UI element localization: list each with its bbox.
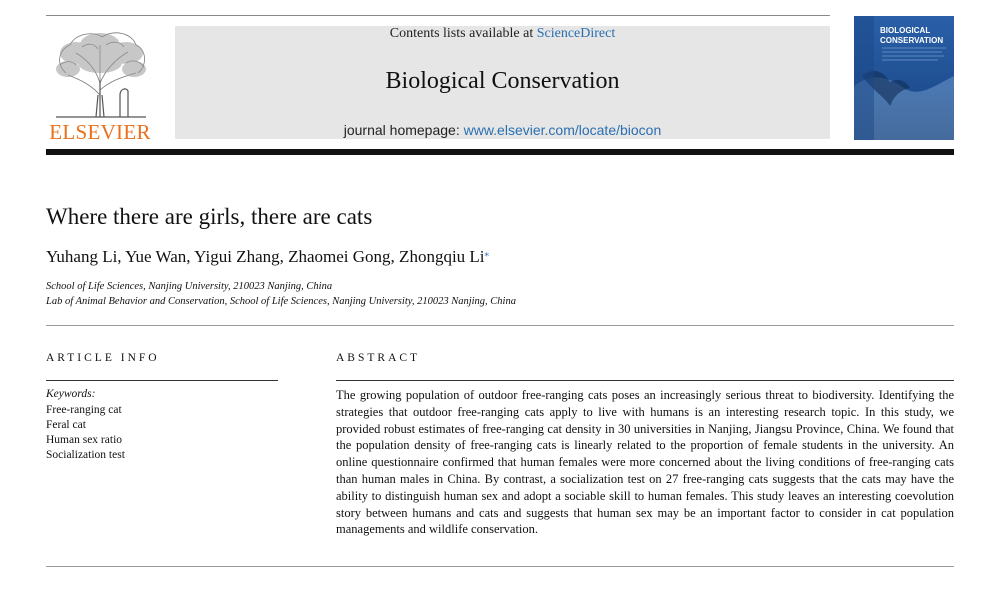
article-info-rule [46,380,278,381]
abstract-rule [336,380,954,381]
keyword-item: Socialization test [46,449,125,461]
keyword-item: Feral cat [46,419,86,431]
keyword-list [46,403,125,463]
cover-title-line2: CONSERVATION [880,36,944,45]
top-rule [46,15,830,16]
corresponding-author-mark[interactable]: ⁎ [484,248,490,258]
affiliation-2: Lab of Animal Behavior and Conservation, School of Life Sciences, Nanjing University, 210023 Nanjing, China [46,296,516,307]
journal-title[interactable]: Biological Conservation [385,68,620,94]
header-divider [46,149,954,155]
contents-prefix: Contents lists available at [389,26,534,41]
section-divider [46,325,954,326]
article-info-heading: ARTICLE INFO [46,352,160,364]
contents-line [175,26,830,42]
article-title: Where there are girls, there are cats [46,204,373,229]
sciencedirect-link[interactable]: ScienceDirect [536,26,616,41]
keyword-item: Human sex ratio [46,434,123,446]
keyword-item: Free-ranging cat [46,404,122,416]
homepage-line [175,122,830,138]
homepage-prefix: journal homepage: [343,122,460,138]
author-list [46,247,946,267]
bottom-divider [46,566,954,567]
abstract-text: The growing population of outdoor free-ranging cats poses an increasingly serious threat to biodiversity. Identifying the strategies that outdoor free-ranging cats apply to live with humans is an interesting research topic. In this study, we provided robust estimates of free-ranging cat density in 30 universities in Nanjing, Jiangsu Province, China. We found that the population density of free-ranging cats is linearly related to the proportion of female students in the university. An online questionnaire confirmed that human females were more concerned about the living conditions of free-ranging cats than human males in China. By contrast, a socialization test on 27 free-ranging cats suggests that the cats may have the ability to distinguish human sex and adopt a sociable skill to human females. This study leaves an interesting coevolution story between humans and cats and suggests that human sex may be an important factor to consider in cat population managements and wildlife conservation. [336,388,954,537]
cover-title [880,26,952,46]
authors-text: Yuhang Li, Yue Wan, Yigui Zhang, Zhaomei Gong, Zhongqiu Li [46,247,485,266]
cover-title-line1: BIOLOGICAL [880,26,931,35]
journal-homepage-link[interactable]: www.elsevier.com/locate/biocon [463,122,662,138]
keywords-label: Keywords: [46,388,96,400]
abstract-heading: ABSTRACT [336,352,421,364]
elsevier-wordmark[interactable]: ELSEVIER [49,120,151,144]
affiliation-1: School of Life Sciences, Nanjing University, 210023 Nanjing, China [46,281,333,292]
